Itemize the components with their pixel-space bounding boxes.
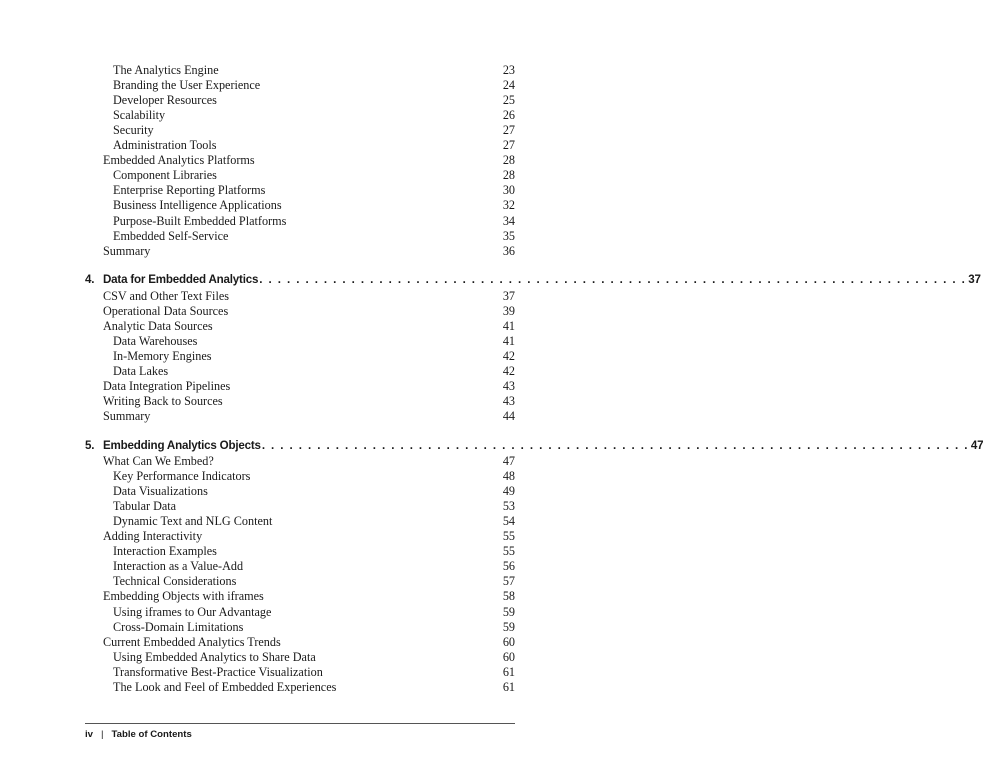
entry-title: Developer Resources — [113, 93, 217, 108]
entry-page-number: 26 — [502, 108, 515, 123]
toc-subsection-entry[interactable] — [0, 574, 600, 589]
toc-section-entry[interactable] — [0, 304, 600, 319]
entry-page-number: 39 — [502, 304, 515, 319]
entry-page-number: 28 — [502, 153, 515, 168]
toc-section-entry[interactable] — [0, 319, 600, 334]
entry-title: Writing Back to Sources — [103, 394, 223, 409]
toc-subsection-entry[interactable] — [0, 514, 600, 529]
toc-subsection-entry[interactable] — [0, 108, 600, 123]
entry-title: Embedded Self-Service — [113, 228, 229, 243]
entry-title: Using Embedded Analytics to Share Data — [113, 649, 316, 664]
entry-page-number: 61 — [502, 679, 515, 694]
toc-subsection-entry[interactable] — [0, 229, 600, 244]
entry-page-number: 59 — [502, 619, 515, 634]
entry-page-number: 42 — [502, 349, 515, 364]
footer-section-title: Table of Contents — [111, 729, 192, 740]
toc-subsection-entry[interactable] — [0, 469, 600, 484]
toc-section-entry[interactable] — [0, 409, 600, 424]
entry-page-number: 60 — [502, 634, 515, 649]
toc-chapter-5[interactable] — [0, 438, 983, 454]
entry-title: Administration Tools — [113, 138, 217, 153]
entry-title: Data Lakes — [113, 364, 169, 379]
footer-separator: | — [101, 729, 104, 740]
entry-title: Interaction as a Value-Add — [113, 559, 244, 574]
entry-title: Operational Data Sources — [103, 304, 229, 319]
toc-subsection-entry[interactable] — [0, 544, 600, 559]
entry-title: Analytic Data Sources — [103, 319, 213, 334]
entry-title: Using iframes to Our Advantage — [113, 604, 272, 619]
entry-title: Enterprise Reporting Platforms — [113, 183, 266, 198]
toc-subsection-entry[interactable] — [0, 499, 600, 514]
entry-title: Transformative Best-Practice Visualization — [113, 664, 323, 679]
toc-subsection-entry[interactable] — [0, 620, 600, 635]
toc-subsection-entry[interactable] — [0, 93, 600, 108]
toc-subsection-entry[interactable] — [0, 605, 600, 620]
toc-subsection-entry[interactable] — [0, 559, 600, 574]
entry-page-number: 36 — [502, 243, 515, 258]
toc-subsection-entry[interactable] — [0, 214, 600, 229]
entry-title: Summary — [103, 409, 151, 424]
entry-page-number: 58 — [502, 589, 515, 604]
toc-section-entry[interactable] — [0, 635, 600, 650]
entry-page-number: 48 — [502, 469, 515, 484]
entry-page-number: 25 — [502, 93, 515, 108]
toc-subsection-entry[interactable] — [0, 665, 600, 680]
toc-section-entry[interactable] — [0, 454, 600, 469]
entry-title: Tabular Data — [113, 499, 177, 514]
entry-page-number: 34 — [502, 213, 515, 228]
toc-subsection-entry[interactable] — [0, 183, 600, 198]
entry-page-number: 54 — [502, 514, 515, 529]
footer-divider — [85, 723, 515, 724]
toc-subsection-entry[interactable] — [0, 198, 600, 213]
toc-chapter-4[interactable] — [0, 272, 981, 288]
entry-title: Technical Considerations — [113, 574, 237, 589]
chapter-number: 4. — [85, 273, 95, 286]
toc-subsection-entry[interactable] — [0, 680, 600, 695]
dot-leader: . . . . . . . . . . . . . . . . . . . . . . . . . . . . . . . . . . . . . . . . . . . . . . . . . . . . . . . . . . . . . . . . . . . . . . . . . . . . . — [261, 439, 969, 452]
toc-subsection-entry[interactable] — [0, 78, 600, 93]
entry-page-number: 30 — [502, 183, 515, 198]
entry-page-number: 28 — [502, 168, 515, 183]
entry-title: Embedding Objects with iframes — [103, 589, 264, 604]
entry-page-number: 42 — [502, 364, 515, 379]
entry-title: Scalability — [113, 108, 166, 123]
toc-subsection-entry[interactable] — [0, 334, 600, 349]
toc-subsection-entry[interactable] — [0, 168, 600, 183]
entry-title: Key Performance Indicators — [113, 469, 251, 484]
dot-leader: . . . . . . . . . . . . . . . . . . . . . . . . . . . . . . . . . . . . . . . . . . . . . . . . . . . . . . . . . . . . . . . . . . . . . . . . . . . . . — [259, 273, 967, 286]
chapter-page-number: 37 — [968, 273, 981, 286]
entry-page-number: 43 — [502, 394, 515, 409]
toc-subsection-entry[interactable] — [0, 650, 600, 665]
toc-section-entry[interactable] — [0, 153, 600, 168]
entry-title: Data Integration Pipelines — [103, 379, 231, 394]
toc-section-entry[interactable] — [0, 244, 600, 259]
entry-page-number: 55 — [502, 529, 515, 544]
entry-title: Embedded Analytics Platforms — [103, 153, 255, 168]
toc-subsection-entry[interactable] — [0, 123, 600, 138]
chapter-title: Embedding Analytics Objects — [103, 439, 261, 452]
entry-title: Dynamic Text and NLG Content — [113, 514, 273, 529]
entry-page-number: 47 — [502, 454, 515, 468]
entry-title: The Analytics Engine — [113, 63, 219, 77]
entry-page-number: 32 — [502, 198, 515, 213]
chapter-page-number: 47 — [970, 439, 983, 452]
entry-title: What Can We Embed? — [103, 454, 214, 468]
entry-page-number: 61 — [502, 664, 515, 679]
entry-title: Security — [113, 123, 154, 138]
entry-title: The Look and Feel of Embedded Experiences — [113, 679, 337, 694]
entry-page-number: 41 — [502, 334, 515, 349]
toc-subsection-entry[interactable] — [0, 63, 600, 78]
toc-section-entry[interactable] — [0, 589, 600, 604]
entry-page-number: 44 — [502, 409, 515, 424]
entry-page-number: 55 — [502, 544, 515, 559]
page-footer — [85, 728, 192, 742]
entry-title: Adding Interactivity — [103, 529, 203, 544]
entry-page-number: 23 — [502, 63, 515, 77]
entry-page-number: 57 — [502, 574, 515, 589]
entry-title: Data Warehouses — [113, 334, 198, 349]
footer-page-number: iv — [85, 729, 94, 740]
toc-section-entry[interactable] — [0, 379, 600, 394]
entry-page-number: 59 — [502, 604, 515, 619]
entry-page-number: 24 — [502, 78, 515, 93]
toc-subsection-entry[interactable] — [0, 138, 600, 153]
entry-page-number: 27 — [502, 138, 515, 153]
entry-page-number: 43 — [502, 379, 515, 394]
entry-page-number: 49 — [502, 484, 515, 499]
entry-title: Purpose-Built Embedded Platforms — [113, 213, 287, 228]
toc-section-entry[interactable] — [0, 394, 600, 409]
chapter-number: 5. — [85, 439, 95, 452]
toc-subsection-entry[interactable] — [0, 364, 600, 379]
entry-title: Branding the User Experience — [113, 78, 261, 93]
toc-section-entry[interactable] — [0, 289, 600, 304]
chapter-title: Data for Embedded Analytics — [103, 273, 259, 286]
entry-title: Component Libraries — [113, 168, 217, 183]
entry-page-number: 60 — [502, 649, 515, 664]
entry-page-number: 56 — [502, 559, 515, 574]
entry-page-number: 37 — [502, 289, 515, 303]
entry-title: Interaction Examples — [113, 544, 217, 559]
entry-title: Cross-Domain Limitations — [113, 619, 244, 634]
entry-title: Summary — [103, 243, 151, 258]
entry-title: CSV and Other Text Files — [103, 289, 229, 303]
toc-subsection-entry[interactable] — [0, 349, 600, 364]
entry-page-number: 53 — [502, 499, 515, 514]
entry-title: In-Memory Engines — [113, 349, 212, 364]
entry-title: Current Embedded Analytics Trends — [103, 634, 281, 649]
entry-page-number: 41 — [502, 319, 515, 334]
entry-title: Data Visualizations — [113, 484, 208, 499]
toc-section-entry[interactable] — [0, 529, 600, 544]
entry-page-number: 35 — [502, 228, 515, 243]
entry-page-number: 27 — [502, 123, 515, 138]
toc-subsection-entry[interactable] — [0, 484, 600, 499]
entry-title: Business Intelligence Applications — [113, 198, 282, 213]
